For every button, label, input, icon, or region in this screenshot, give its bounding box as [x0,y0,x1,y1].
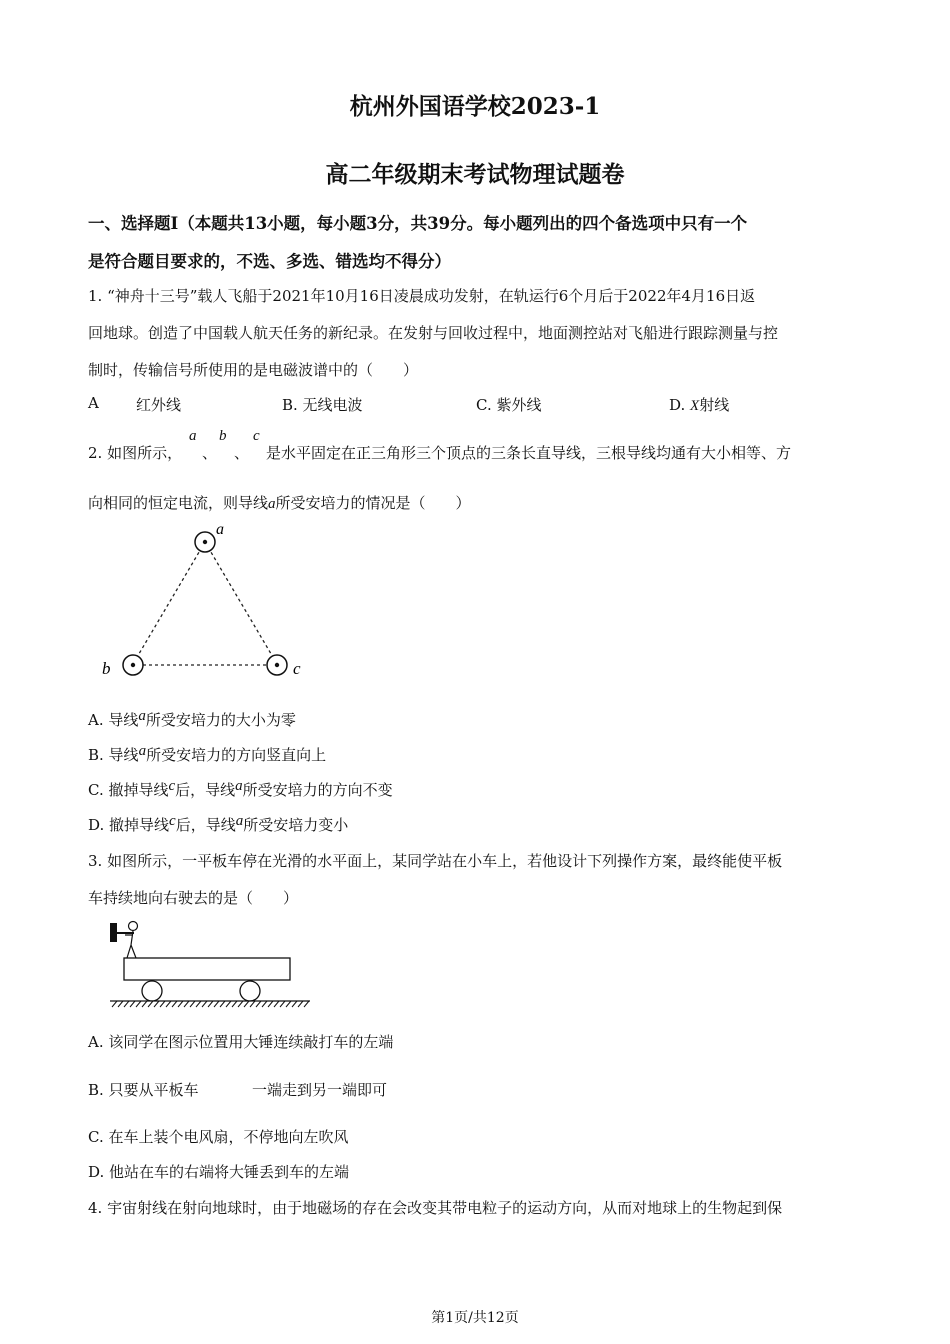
q1-option-a-text: 红外线 [136,396,182,414]
q1-option-d-var: X [690,398,700,414]
triangle-side-ac [205,542,277,664]
q2-option-c-var1: c [168,778,176,794]
q2-var-a: a [189,428,197,444]
q2-option-c-mid: 后，导线 [175,781,236,799]
q4-line1: 4. 宇宙射线在射向地球时，由于地磁场的存在会改变其带电粒子的运动方向，从而对地球上的生物起到保 [88,1199,783,1217]
q2-option-a-post: 所受安培力的大小为零 [145,711,296,729]
fig-label-c: c [293,659,301,678]
q3-line1: 3. 如图所示，一平板车停在光滑的水平面上，某同学站在小车上，若他设计下列操作方案，最终能使平板 [88,852,783,870]
q2-line2 [88,492,471,513]
q3-option-b-post: 一端走到另一端即可 [252,1081,388,1099]
wire-a-dot [203,540,207,544]
hammer-head [110,923,117,942]
q2-option-b-var: a [138,743,147,759]
page-subtitle: 高二年级期末考试物理试题卷 [325,161,625,188]
q2-option-d-pre: D. 撤掉导线 [88,816,170,834]
q3-option-a: A. 该同学在图示位置用大锤连续敲打车的左端 [88,1033,394,1051]
person-body [125,931,136,958]
q1-option-d-prefix: D. [669,396,686,414]
fig-label-b: b [102,659,111,678]
q2-option-d-var2: a [235,813,244,829]
q1-option-c: C. 紫外线 [476,396,542,414]
person-head [129,922,138,931]
page-number: 第1页/共12页 [431,1310,519,1326]
cart-body [124,958,290,980]
q2-sep2: 、 [234,444,250,462]
q2-option-b-pre: B. 导线 [88,746,139,764]
section-heading-line1: 一、选择题Ⅰ（本题共13小题，每小题3分，共39分。每小题列出的四个备选项中只有一个 [88,214,748,233]
q1-option-a-letter: A [88,394,99,412]
page-title: 杭州外国语学校2023-1 [349,93,601,120]
q2-option-a [88,709,296,730]
q3-option-d: D. 他站在车的右端将大锤丢到车的左端 [88,1163,350,1181]
q2-var-b: b [219,428,227,444]
q2-option-c [88,779,393,800]
cart-wheel-left [142,981,162,1001]
q2-option-a-var: a [138,708,146,724]
wire-b-dot [131,663,135,667]
q3-option-c: C. 在车上装个电风扇，不停地向左吹风 [88,1128,349,1146]
cart-wheel-right [240,981,260,1001]
q2-option-d [88,814,348,835]
q2-line2-var: a [268,496,276,512]
q2-option-a-pre: A. 导线 [88,711,139,729]
flatcar-figure [100,915,315,1010]
q2-option-d-post: 所受安培力变小 [243,816,349,834]
q3-option-b-pre: B. 只要从平板车 [88,1081,199,1099]
q3-line2: 车持续地向右驶去的是（ ） [88,889,299,907]
section-heading-line2: 是符合题目要求的，不选、多选、错选均不得分） [88,252,451,271]
wire-c-dot [275,663,279,667]
q1-option-d-suffix: 射线 [699,396,730,414]
q2-option-c-var2: a [235,778,243,794]
q2-option-b-post: 所受安培力的方向竖直向上 [146,746,327,764]
q1-line1: 1. “神舟十三号”载人飞船于2021年10月16日凌晨成功发射，在轨运行6个月后于2022年4月16日返 [88,287,756,305]
triangle-wires-figure [90,520,320,690]
q2-line2-post: 所受安培力的情况是（ ） [275,494,471,512]
q2-prefix: 2. 如图所示， [88,444,183,462]
q2-option-b [88,744,326,765]
q2-option-d-mid: 后，导线 [175,816,236,834]
q1-line2: 回地球。创造了中国载人航天任务的新纪录。在发射与回收过程中，地面测控站对飞船进行跟踪测量与控 [88,324,779,342]
q1-option-d [669,394,729,415]
q2-line2-pre: 向相同的恒定电流，则导线 [88,494,269,512]
ground-hatching [112,1001,309,1007]
q2-option-d-var1: c [169,813,176,829]
q1-option-b: B. 无线电波 [282,396,363,414]
q2-option-c-pre: C. 撤掉导线 [88,781,169,799]
q1-line3: 制时，传输信号所使用的是电磁波谱中的（ ） [88,361,419,379]
triangle-side-ab [133,542,205,664]
fig-label-a: a [216,521,224,538]
q2-sep1: 、 [202,444,218,462]
q2-option-c-post: 所受安培力的方向不变 [242,781,393,799]
q2-var-c: c [253,428,260,444]
q2-line1-rest: 是水平固定在正三角形三个顶点的三条长直导线，三根导线均通有大小相等、方 [266,444,792,462]
